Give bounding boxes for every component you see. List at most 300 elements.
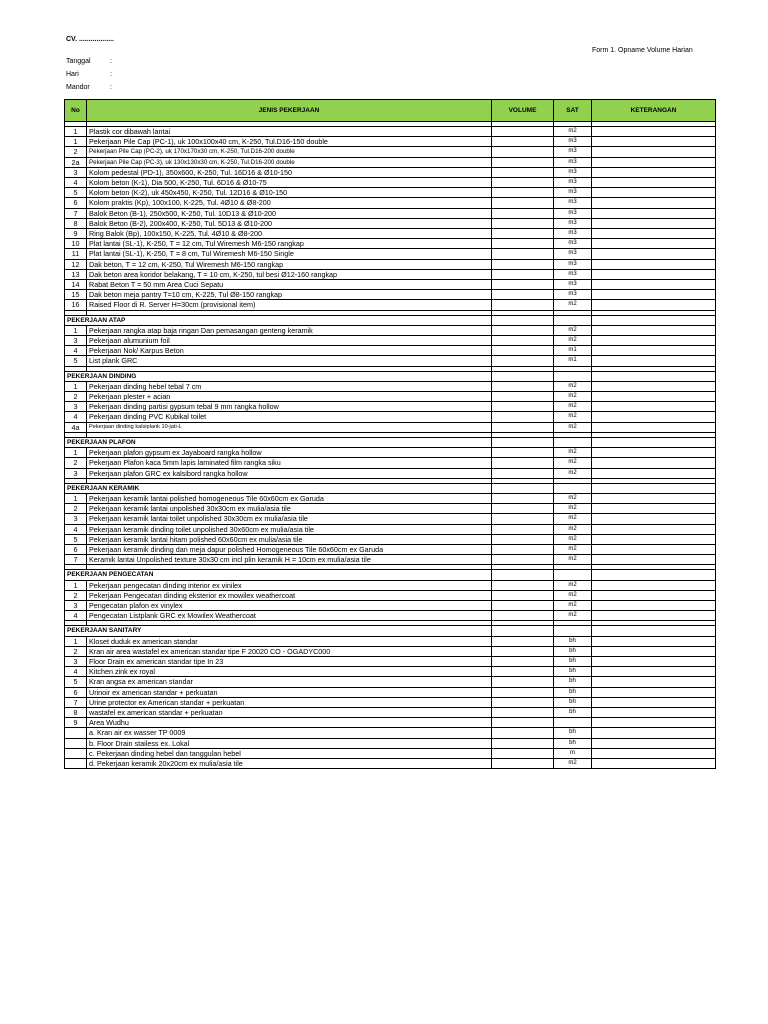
unit-cell: m2 [554,524,592,534]
item-no [65,748,87,758]
table-row [65,198,716,208]
volume-cell[interactable] [492,412,554,422]
table-row [65,514,716,524]
volume-cell[interactable] [492,249,554,259]
volume-cell[interactable] [492,315,554,325]
unit-cell: m3 [554,188,592,198]
table-row [65,325,716,335]
unit-cell: m2 [554,514,592,524]
keterangan-cell[interactable] [592,371,716,381]
keterangan-cell[interactable] [592,167,716,177]
keterangan-cell[interactable] [592,646,716,656]
volume-cell[interactable] [492,448,554,458]
item-description: Plat lantai (SL-1), K-250, T = 12 cm, Tul Wiremesh M6-150 rangkap [87,239,492,249]
item-description: d. Pekerjaan keramik 20x20cm ex mulia/asia tile [87,758,492,768]
section-row [65,570,716,580]
section-title: PEKERJAAN ATAP [65,315,492,325]
item-description: Pekerjaan keramik lantai toilet unpolished 30x30cm ex mulia/asia tile [87,514,492,524]
keterangan-cell[interactable] [592,707,716,717]
keterangan-cell[interactable] [592,188,716,198]
item-description: Pekerjaan keramik dinding dan meja dapur polished Homogeneous Tile 60x60cm ex Garuda [87,544,492,554]
volume-cell[interactable] [492,718,554,728]
item-no [65,728,87,738]
item-description: Kolom pedestal (PD-1), 350x600, K-250, Tul. 16D16 & Ø10-150 [87,167,492,177]
table-row [65,493,716,503]
keterangan-cell[interactable] [592,402,716,412]
item-description: Pekerjaan keramik dinding toilet unpolished 30x60cm ex mulia/asia tile [87,524,492,534]
item-description: Pekerjaan plafon gypsum ex Jayaboard rangka hollow [87,448,492,458]
item-description: Balok Beton (B-1), 250x500, K-250, Tul. 10D13 & Ø10-200 [87,208,492,218]
volume-cell[interactable] [492,667,554,677]
meta-label: Tanggal [66,58,91,65]
item-no: 5 [65,188,87,198]
keterangan-cell[interactable] [592,147,716,157]
volume-cell[interactable] [492,534,554,544]
keterangan-cell[interactable] [592,157,716,167]
item-description: b. Floor Drain stailess ex. Lokal [87,738,492,748]
volume-cell[interactable] [492,687,554,697]
volume-cell[interactable] [492,178,554,188]
meta-colon: : [110,71,112,78]
item-no: 4 [65,346,87,356]
volume-cell[interactable] [492,580,554,590]
table-row [65,524,716,534]
item-description: Kran angsa ex american standar [87,677,492,687]
keterangan-cell[interactable] [592,748,716,758]
table-row [65,229,716,239]
volume-cell[interactable] [492,458,554,468]
keterangan-cell[interactable] [592,137,716,147]
item-description: Raised Floor di R. Server H=30cm (provisional item) [87,300,492,310]
volume-cell[interactable] [492,208,554,218]
item-no: 4 [65,412,87,422]
unit-cell: m2 [554,458,592,468]
volume-cell[interactable] [492,356,554,366]
item-no: 4 [65,611,87,621]
keterangan-cell[interactable] [592,570,716,580]
table-row [65,412,716,422]
item-no: 11 [65,249,87,259]
keterangan-cell[interactable] [592,656,716,666]
item-no: 9 [65,718,87,728]
item-description: Kolom beton (K-2), uk 450x450, K-250, Tul. 12D16 & Ø10-150 [87,188,492,198]
unit-cell: m3 [554,178,592,188]
unit-cell: bh [554,646,592,656]
meta-row-hari [66,71,112,78]
table-row [65,748,716,758]
volume-cell[interactable] [492,127,554,137]
keterangan-cell[interactable] [592,290,716,300]
keterangan-cell[interactable] [592,636,716,646]
keterangan-cell[interactable] [592,468,716,478]
unit-cell: bh [554,656,592,666]
volume-cell[interactable] [492,188,554,198]
keterangan-cell[interactable] [592,422,716,432]
keterangan-cell[interactable] [592,249,716,259]
table-row [65,336,716,346]
volume-cell[interactable] [492,346,554,356]
volume-cell[interactable] [492,229,554,239]
item-no: 4 [65,667,87,677]
section-row [65,315,716,325]
item-description: Pekerjaan pengecatan dinding interior ex vinilex [87,580,492,590]
unit-cell: m2 [554,534,592,544]
table-row [65,356,716,366]
volume-cell[interactable] [492,483,554,493]
volume-cell[interactable] [492,325,554,335]
item-description: Kolom beton (K-1), Dia 500, K-250, Tul. 6D16 & Ø10-75 [87,178,492,188]
unit-cell: m1 [554,346,592,356]
item-description: Dak beton meja pantry T=10 cm, K-225, Tul Ø8-150 rangkap [87,290,492,300]
keterangan-cell[interactable] [592,580,716,590]
unit-cell: m2 [554,468,592,478]
volume-cell[interactable] [492,468,554,478]
item-no: 3 [65,514,87,524]
keterangan-cell[interactable] [592,600,716,610]
unit-cell: m2 [554,611,592,621]
unit-cell: m2 [554,381,592,391]
item-no: 3 [65,167,87,177]
table-row [65,718,716,728]
keterangan-cell[interactable] [592,437,716,447]
keterangan-cell[interactable] [592,611,716,621]
item-no: 8 [65,707,87,717]
volume-cell[interactable] [492,392,554,402]
unit-cell: bh [554,687,592,697]
unit-cell: m1 [554,356,592,366]
item-no: 2 [65,646,87,656]
volume-cell[interactable] [492,590,554,600]
item-description: Pekerjaan dinding PVC Kubikal toilet [87,412,492,422]
volume-cell[interactable] [492,728,554,738]
keterangan-cell[interactable] [592,667,716,677]
item-no: 6 [65,687,87,697]
volume-cell[interactable] [492,137,554,147]
table-row [65,290,716,300]
volume-cell[interactable] [492,290,554,300]
volume-cell[interactable] [492,636,554,646]
item-description: Ring Balok (Bp), 100x150, K-225, Tul. 4Ø10 & Ø8-200 [87,229,492,239]
keterangan-cell[interactable] [592,514,716,524]
item-no: 1 [65,580,87,590]
volume-cell[interactable] [492,422,554,432]
item-description: Pekerjaan keramik lantai unpolished 30x30cm ex mulia/asia tile [87,504,492,514]
keterangan-cell[interactable] [592,458,716,468]
unit-cell: m3 [554,157,592,167]
volume-cell[interactable] [492,570,554,580]
item-description: Pekerjaan dinding partisi gypsum tebal 9 mm rangka hollow [87,402,492,412]
volume-cell[interactable] [492,300,554,310]
sat-cell[interactable] [554,315,592,325]
sat-cell[interactable] [554,483,592,493]
keterangan-cell[interactable] [592,524,716,534]
volume-cell[interactable] [492,707,554,717]
keterangan-cell[interactable] [592,325,716,335]
keterangan-cell[interactable] [592,392,716,402]
keterangan-cell[interactable] [592,534,716,544]
item-description: Floor Drain ex american standar tipe In 23 [87,656,492,666]
unit-cell: m3 [554,218,592,228]
item-description: a. Kran air ex wasser TP 0009 [87,728,492,738]
item-description: Pekerjaan Pile Cap (PC-2), uk 170x170x30 cm, K-250, Tul.D16-200 double [87,147,492,157]
item-no: 2 [65,458,87,468]
table-row [65,346,716,356]
volume-cell[interactable] [492,371,554,381]
section-title: PEKERJAAN PLAFON [65,437,492,447]
item-description: Balok Beton (B-2), 200x400, K-250, Tul. 5D13 & Ø10-200 [87,218,492,228]
keterangan-cell[interactable] [592,544,716,554]
volume-cell[interactable] [492,402,554,412]
volume-cell[interactable] [492,280,554,290]
table-row [65,269,716,279]
item-no [65,738,87,748]
keterangan-cell[interactable] [592,697,716,707]
table-row [65,392,716,402]
keterangan-cell[interactable] [592,208,716,218]
keterangan-cell[interactable] [592,758,716,768]
table-row [65,667,716,677]
volume-cell[interactable] [492,259,554,269]
unit-cell: m2 [554,402,592,412]
table-row [65,728,716,738]
table-row [65,590,716,600]
volume-cell[interactable] [492,157,554,167]
col-header-keterangan: KETERANGAN [592,100,716,122]
volume-cell[interactable] [492,514,554,524]
volume-cell[interactable] [492,167,554,177]
item-description: Pekerjaan keramik lantai hitam polished 60x60cm ex mulia/asia tile [87,534,492,544]
volume-cell[interactable] [492,381,554,391]
sat-cell[interactable] [554,626,592,636]
table-row [65,697,716,707]
item-no: 10 [65,239,87,249]
keterangan-cell[interactable] [592,239,716,249]
keterangan-cell[interactable] [592,198,716,208]
item-no: 7 [65,208,87,218]
unit-cell: m2 [554,448,592,458]
meta-row-mandor [66,84,112,91]
item-description: Kloset duduk ex american standar [87,636,492,646]
table-row [65,580,716,590]
keterangan-cell[interactable] [592,218,716,228]
keterangan-cell[interactable] [592,493,716,503]
unit-cell: bh [554,667,592,677]
item-no: 1 [65,493,87,503]
table-row [65,656,716,666]
volume-cell[interactable] [492,758,554,768]
item-no: 12 [65,259,87,269]
volume-cell[interactable] [492,748,554,758]
volume-cell[interactable] [492,198,554,208]
item-description: Pekerjaan dinding kalsiplank 10-jati-L [87,422,492,432]
volume-cell[interactable] [492,656,554,666]
keterangan-cell[interactable] [592,346,716,356]
keterangan-cell[interactable] [592,315,716,325]
unit-cell: m3 [554,290,592,300]
keterangan-cell[interactable] [592,269,716,279]
sat-cell[interactable] [554,371,592,381]
table-row [65,422,716,432]
unit-cell: m3 [554,269,592,279]
volume-cell[interactable] [492,555,554,565]
table-row [65,137,716,147]
volume-cell[interactable] [492,697,554,707]
table-row [65,448,716,458]
keterangan-cell[interactable] [592,677,716,687]
item-no: 3 [65,336,87,346]
section-title: PEKERJAAN SANITARY [65,626,492,636]
col-header-volume: VOLUME [492,100,554,122]
item-description: Pengecatan Listplank GRC ex Mowilex Weathercoat [87,611,492,621]
keterangan-cell[interactable] [592,356,716,366]
unit-cell: bh [554,738,592,748]
volume-cell[interactable] [492,524,554,534]
unit-cell: m3 [554,259,592,269]
item-no: 1 [65,325,87,335]
item-no: 5 [65,677,87,687]
section-row [65,437,716,447]
table-row [65,259,716,269]
volume-cell[interactable] [492,544,554,554]
table-row [65,468,716,478]
keterangan-cell[interactable] [592,555,716,565]
keterangan-cell[interactable] [592,229,716,239]
keterangan-cell[interactable] [592,738,716,748]
table-row [65,157,716,167]
volume-cell[interactable] [492,147,554,157]
table-row [65,600,716,610]
item-no: 2a [65,157,87,167]
item-description: Pekerjaan keramik lantai polished homogeneous Tile 60x60cm ex Garuda [87,493,492,503]
keterangan-cell[interactable] [592,448,716,458]
company-name: CV. .................. [66,36,114,43]
volume-cell[interactable] [492,738,554,748]
item-no: 3 [65,402,87,412]
table-row [65,147,716,157]
unit-cell: m2 [554,590,592,600]
table-row [65,758,716,768]
item-no: 3 [65,468,87,478]
table-row [65,300,716,310]
unit-cell: m3 [554,137,592,147]
sat-cell[interactable] [554,570,592,580]
unit-cell: m2 [554,392,592,402]
keterangan-cell[interactable] [592,280,716,290]
item-description: Pengecatan plafon ex vinylex [87,600,492,610]
volume-cell[interactable] [492,504,554,514]
table-row [65,707,716,717]
item-no: 7 [65,555,87,565]
unit-cell: m2 [554,555,592,565]
table-row [65,687,716,697]
keterangan-cell[interactable] [592,336,716,346]
item-description: Kran air area wastafel ex american standar tipe F 20020 CO - OGADYC000 [87,646,492,656]
item-no: 1 [65,381,87,391]
meta-colon: : [110,84,112,91]
unit-cell: bh [554,636,592,646]
table-row [65,677,716,687]
table-row [65,555,716,565]
item-no: 6 [65,544,87,554]
keterangan-cell[interactable] [592,381,716,391]
item-description: Urine protector ex American standar + perkuatan [87,697,492,707]
keterangan-cell[interactable] [592,504,716,514]
keterangan-cell[interactable] [592,687,716,697]
unit-cell: m [554,748,592,758]
unit-cell: m3 [554,208,592,218]
volume-cell[interactable] [492,218,554,228]
keterangan-cell[interactable] [592,127,716,137]
table-row [65,381,716,391]
volume-cell[interactable] [492,493,554,503]
volume-cell[interactable] [492,646,554,656]
item-description: Pekerjaan plester + acian [87,392,492,402]
unit-cell: m2 [554,300,592,310]
item-no: 6 [65,198,87,208]
keterangan-cell[interactable] [592,626,716,636]
item-description: c. Pekerjaan dinding hebel dan tanggulan hebel [87,748,492,758]
section-row [65,371,716,381]
keterangan-cell[interactable] [592,178,716,188]
item-description: Pekerjaan Plafon kaca 5mm lapis laminated film rangka siku [87,458,492,468]
item-description: Rabat Beton T = 50 mm Area Cuci Sepatu [87,280,492,290]
item-no: 3 [65,656,87,666]
keterangan-cell[interactable] [592,718,716,728]
item-description: Kitchen zink ex royal [87,667,492,677]
item-no: 3 [65,600,87,610]
unit-cell: m2 [554,758,592,768]
volume-cell[interactable] [492,336,554,346]
table-row [65,646,716,656]
table-row [65,218,716,228]
volume-cell[interactable] [492,677,554,687]
table-header-row [65,100,716,122]
keterangan-cell[interactable] [592,412,716,422]
col-header-jenis: JENIS PEKERJAAN [87,100,492,122]
keterangan-cell[interactable] [592,300,716,310]
unit-cell: m3 [554,249,592,259]
keterangan-cell[interactable] [592,590,716,600]
volume-cell[interactable] [492,437,554,447]
item-description: List plank GRC [87,356,492,366]
item-no: 9 [65,229,87,239]
volume-cell[interactable] [492,269,554,279]
item-description: Dak beton, T = 12 cm, K-250, Tul Wiremesh M6-150 rangkap [87,259,492,269]
item-no: 15 [65,290,87,300]
col-header-sat: SAT [554,100,592,122]
unit-cell: m3 [554,198,592,208]
table-body [65,122,716,769]
sat-cell[interactable] [554,437,592,447]
item-description: Keramik lantai Unpolished texture 30x30 cm incl plin keramik H = 10cm ex mulia/asia tile [87,555,492,565]
keterangan-cell[interactable] [592,728,716,738]
keterangan-cell[interactable] [592,483,716,493]
col-header-no: No [65,100,87,122]
unit-cell: m2 [554,422,592,432]
item-no: 14 [65,280,87,290]
table-row [65,544,716,554]
item-no: 2 [65,147,87,157]
item-description: Urinoir ex american standar + perkuatan [87,687,492,697]
item-description: Dak beton area koridor belakang, T = 10 cm, K-250, tul besi Ø12-160 rangkap [87,269,492,279]
keterangan-cell[interactable] [592,259,716,269]
meta-row-tanggal [66,58,112,65]
volume-cell[interactable] [492,611,554,621]
unit-cell: m3 [554,280,592,290]
volume-cell[interactable] [492,239,554,249]
volume-cell[interactable] [492,626,554,636]
volume-cell[interactable] [492,600,554,610]
